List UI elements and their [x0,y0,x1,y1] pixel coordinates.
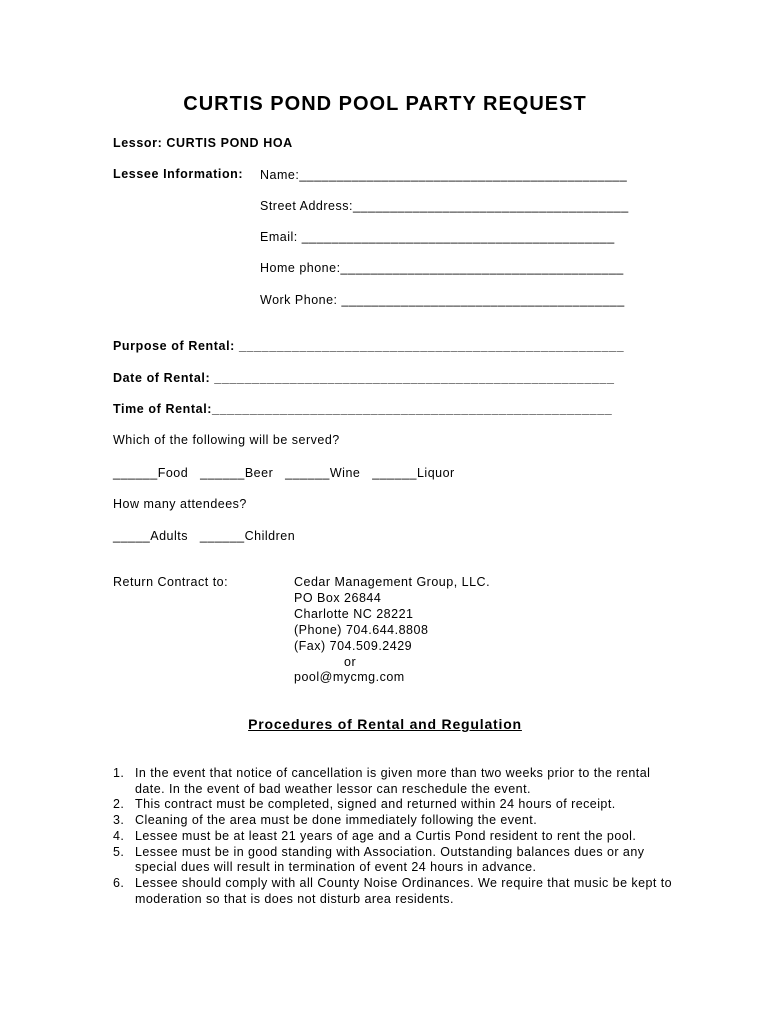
attendees-question: How many attendees? [113,497,247,511]
time-of-rental-field[interactable]: Time of Rental:_____________________________________________________ [113,402,613,416]
list-item [113,845,673,876]
lessee-info-label: Lessee Information: [113,167,244,181]
date-of-rental-field[interactable]: Date of Rental: _____________________________________________________ [113,371,615,385]
section-title: Procedures of Rental and Regulation [248,716,522,732]
email-field[interactable]: Email: __________________________________________ [260,230,615,244]
return-email[interactable]: pool@mycmg.com [294,670,405,684]
attendees-options[interactable]: _____Adults ______Children [113,529,296,543]
list-item [113,876,673,907]
return-contract-label: Return Contract to: [113,575,229,589]
rules-list [113,766,673,907]
lessor-line: Lessor: CURTIS POND HOA [113,136,293,150]
list-number: 3. [113,813,125,828]
list-number: 6. [113,875,125,890]
list-item [113,829,673,845]
rule-text: Lessee must be at least 21 years of age and a Curtis Pond resident to rent the pool. [135,828,637,843]
page-title: CURTIS POND POOL PARTY REQUEST [183,93,587,115]
list-number: 4. [113,828,125,843]
list-number: 2. [113,797,125,812]
rule-text: Lessee must be in good standing with Association. Outstanding balances dues or any special dues will result in termination of event 24 hours in advance. [135,844,645,875]
home-phone-field[interactable]: Home phone:______________________________________ [260,261,624,275]
rule-text: This contract must be completed, signed and returned within 24 hours of receipt. [135,797,616,812]
rule-text: Lessee should comply with all County Noise Ordinances. We require that music be kept to moderation so that is does not disturb area residents. [135,875,673,906]
street-address-field[interactable]: Street Address:_____________________________________ [260,199,629,213]
return-or: or [344,655,357,669]
return-company: Cedar Management Group, LLC. [294,575,491,589]
list-item [113,766,673,797]
list-item [113,797,673,813]
purpose-of-rental-field[interactable]: Purpose of Rental: ___________________________________________________ [113,339,625,353]
list-number: 1. [113,766,125,780]
name-field[interactable]: Name:____________________________________________ [260,168,628,182]
list-number: 5. [113,844,125,859]
return-phone: (Phone) 704.644.8808 [294,623,429,637]
rule-text: Cleaning of the area must be done immediately following the event. [135,813,538,828]
return-fax: (Fax) 704.509.2429 [294,639,413,653]
work-phone-field[interactable]: Work Phone: ______________________________________ [260,293,625,307]
served-options[interactable]: ______Food ______Beer ______Wine ______Liquor [113,466,455,480]
rule-text: In the event that notice of cancellation is given more than two weeks prior to the rental date. In the event of bad weather lessor can reschedule the event. [135,766,651,796]
return-city: Charlotte NC 28221 [294,607,414,621]
return-po-box: PO Box 26844 [294,591,382,605]
served-question: Which of the following will be served? [113,433,340,447]
list-item [113,813,673,829]
